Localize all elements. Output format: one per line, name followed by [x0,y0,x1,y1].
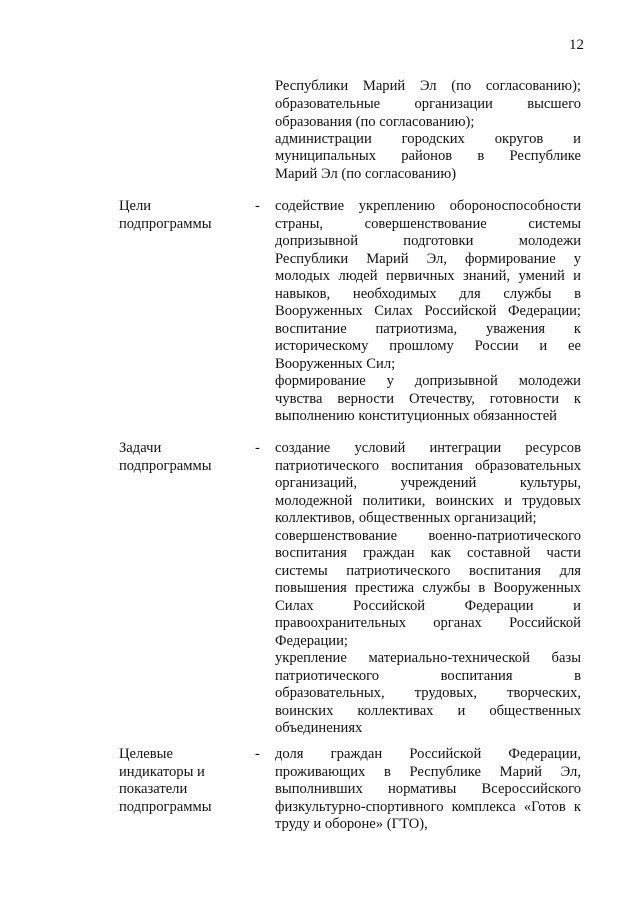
section-label-line: подпрограммы [119,215,212,232]
text-line: образовательные организации высшего [275,96,581,112]
section-dash: - [255,746,260,762]
text-line: укрепление материально-технической базы [275,650,581,666]
text-line: проживающих в Республике Марий Эл, [275,763,581,780]
text-line: совершенствование военно-патриотического [275,527,581,544]
text-line: Марий Эл (по согласованию) [275,166,457,182]
text-line: патриотического воспитания в [275,667,581,684]
section-label-line: подпрограммы [119,798,212,815]
text-line: муниципальных районов в Республике [275,148,581,164]
section-label-line: индикаторы и [119,763,205,780]
text-line: образовательных, трудовых, творческих, [275,685,581,701]
text-line: воспитания граждан как составной части [275,545,581,561]
text-line: воспитание патриотизма, уважения к [275,320,581,337]
text-line: выполнивших нормативы Всероссийского [275,781,581,797]
text-line: объединениях [275,720,363,736]
text-line: патриотического воспитания образовательных [275,457,581,474]
section-dash: - [255,440,260,456]
section-dash: - [255,198,260,214]
text-line: страны, совершенствование системы [275,215,581,232]
text-line: создание условий интеграции ресурсов [275,440,581,456]
text-line: администрации городских округов и [275,131,581,147]
text-line: Федерации; [275,632,348,649]
text-line: физкультурно-спортивного комплекса «Готов к [275,798,581,815]
page-number: 12 [569,37,584,53]
section-label-line: Цели [119,198,152,214]
text-line: воинских коллективах и общественных [275,702,581,719]
text-line: системы патриотического воспитания для [275,562,581,579]
text-line: допризывной подготовки молодежи [275,233,581,249]
section-label-line: подпрограммы [119,457,212,474]
text-line: доля граждан Российской Федерации, [275,746,581,762]
text-line: молодежной политики, воинских и трудовых [275,492,581,509]
text-line: организаций, учреждений культуры, [275,475,581,491]
text-line: коллективов, общественных организаций; [275,510,537,526]
text-line: труду и обороне» (ГТО), [275,816,428,832]
text-line: молодых людей первичных знаний, умений и [275,268,581,284]
text-line: выполнению конституционных обязанностей [275,408,557,424]
text-line: Вооруженных Силах Российской Федерации; [275,303,581,319]
text-line: чувства верности Отечеству, готовности к [275,390,581,407]
text-line: повышения престижа службы в Вооруженных [275,580,581,596]
text-line: Республики Марий Эл, формирование у [275,250,581,267]
text-line: образования (по согласованию); [275,114,475,130]
text-line: Республики Марий Эл (по согласованию); [275,78,581,94]
text-line: историческому прошлому России и ее [275,338,581,354]
section-label-line: Задачи [119,440,162,456]
text-line: правоохранительных органах Российской [275,615,581,631]
text-line: содействие укреплению обороноспособности [275,198,581,214]
text-line: формирование у допризывной молодежи [275,373,581,389]
section-label-line: Целевые [119,746,173,762]
text-line: Силах Российской Федерации и [275,597,581,614]
text-line: навыков, необходимых для службы в [275,285,581,302]
section-label-line: показатели [119,781,188,797]
text-line: Вооруженных Сил; [275,355,396,372]
